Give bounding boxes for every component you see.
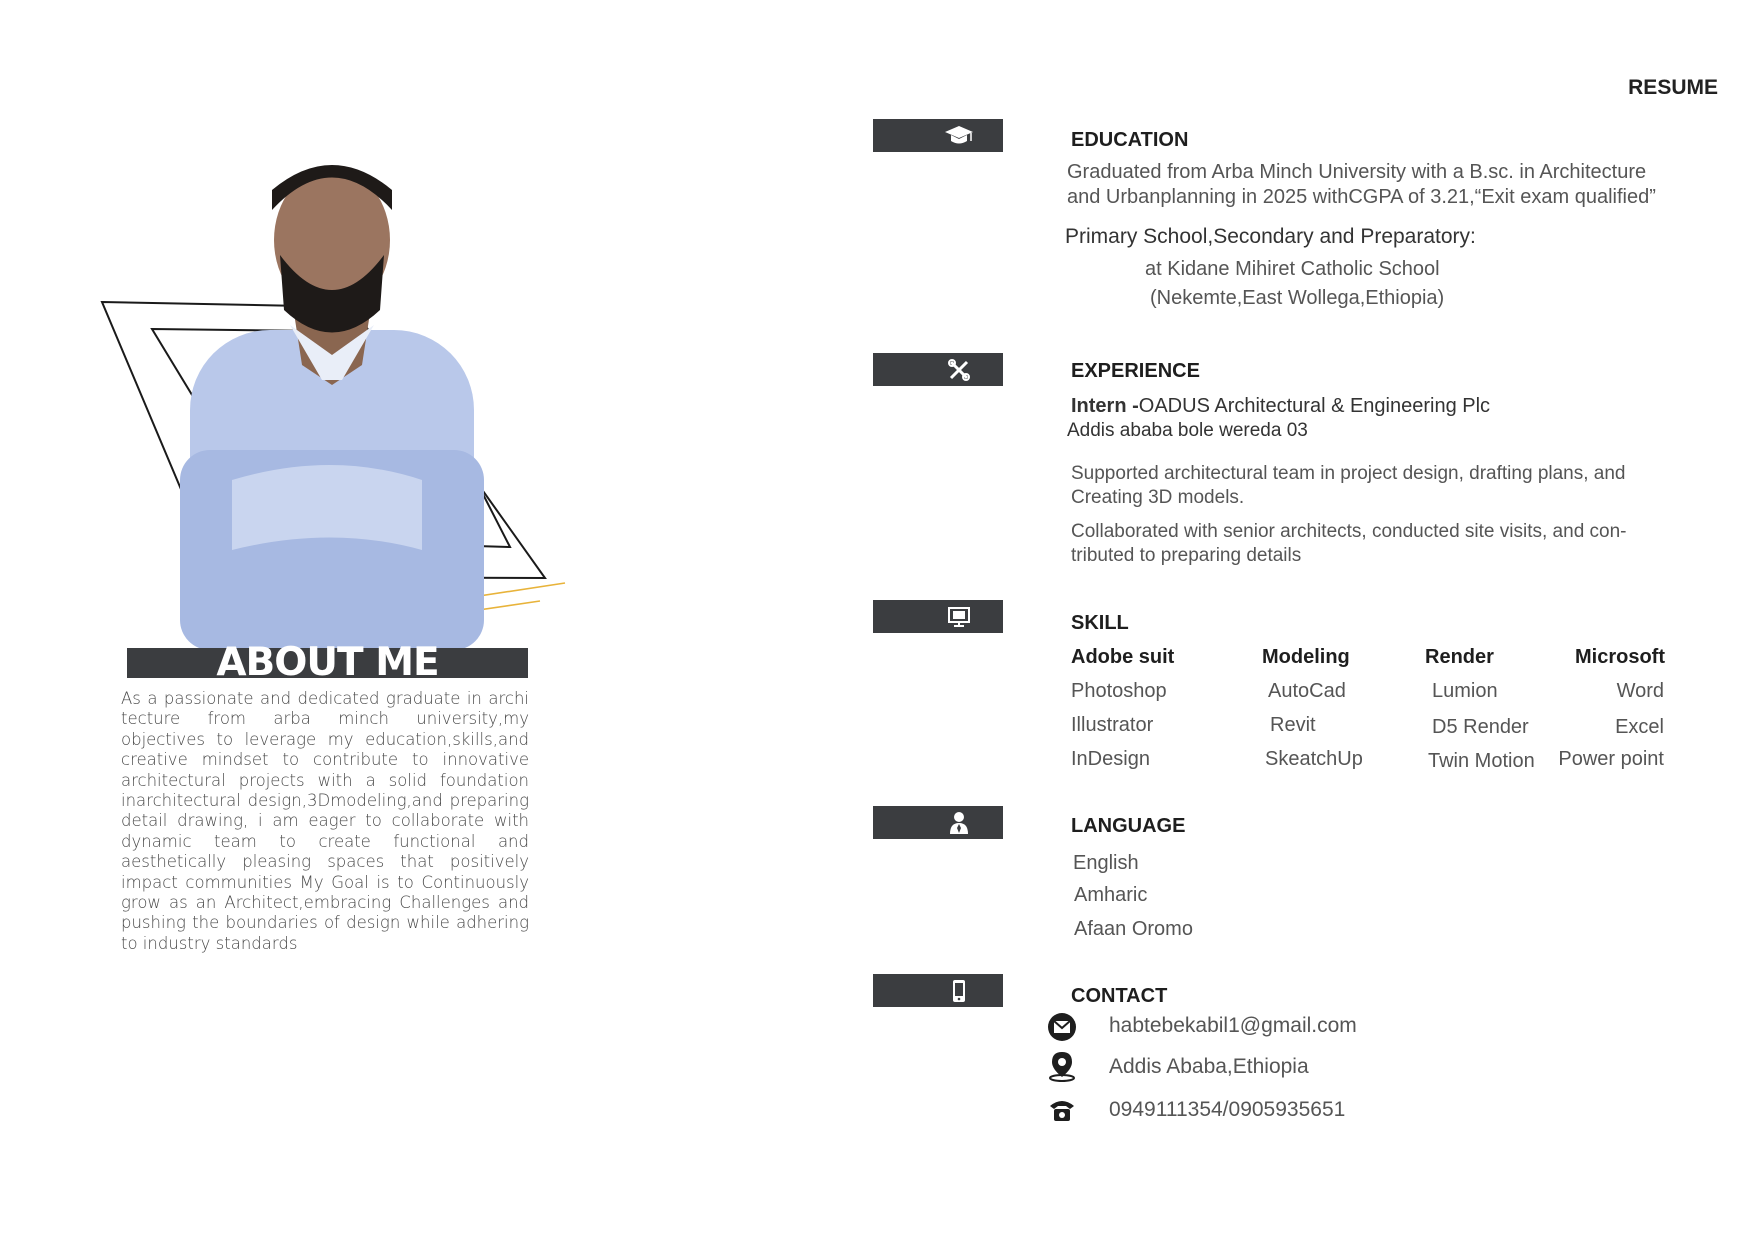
experience-duty-1-line-1: Supported architectural team in project design, drafting plans, and [1071,463,1626,484]
tools-icon [947,358,971,382]
skill-column-heading: Modeling [1262,646,1350,668]
education-line-1: Graduated from Arba Minch University with a B.sc. in Architecture [1067,161,1647,183]
skill-item: Lumion [1432,680,1498,702]
language-item: English [1073,852,1139,874]
location-pin-icon [1046,1050,1078,1082]
language-section-bar [873,806,1003,839]
experience-duty-2-line-1: Collaborated with senior architects, conducted site visits, and con- [1071,521,1627,542]
skill-item: Illustrator [1071,714,1154,736]
mobile-phone-icon [952,979,966,1003]
skill-item: SkeatchUp [1265,748,1363,770]
skill-column-heading: Adobe suit [1071,646,1175,668]
profile-photo [172,150,492,650]
skill-item: Revit [1270,714,1316,736]
skill-section-bar [873,600,1003,633]
telephone-icon [1046,1094,1078,1126]
skill-item: InDesign [1071,748,1150,770]
education-section-bar [873,119,1003,152]
education-title: EDUCATION [1071,129,1189,151]
education-line-2: and Urbanplanning in 2025 withCGPA of 3.21,“Exit exam qualified” [1067,186,1656,208]
skill-item: AutoCad [1268,680,1346,702]
experience-section-bar [873,353,1003,386]
school-location: (Nekemte,East Wollega,Ethiopia) [1150,287,1445,309]
skill-item: Word [1616,680,1664,702]
contact-section-bar [873,974,1003,1007]
contact-title: CONTACT [1071,985,1168,1007]
contact-email[interactable]: habtebekabil1@gmail.com [1109,1014,1357,1037]
experience-location: Addis ababa bole wereda 03 [1067,420,1308,441]
person-icon [949,811,969,835]
language-item: Amharic [1074,884,1148,906]
experience-duty-2-line-2: tributed to preparing details [1071,545,1302,566]
skill-item: Twin Motion [1428,750,1535,772]
school-name: at Kidane Mihiret Catholic School [1145,258,1440,280]
skill-item: Photoshop [1071,680,1167,702]
about-text: As a passionate and dedicated graduate in archi tecture from arba minch university,my objectives to leverage my education,skills,and creative mindset to contribute to innovative architectural projects with a solid foundation inarchitectural design,3Dmodeling,and preparing detail drawing, i am eager to collaborate with dynamic team to create functional and aesthetically pleasing spaces that positively impact communities My Goal is to Continuously grow as an Architect,embracing Challenges and pushing the boundaries of design while adhering to industry standards [121,689,529,953]
about-title: ABOUT ME [216,640,439,685]
skill-item: Power point [1558,748,1664,770]
skill-item: D5 Render [1432,716,1529,738]
monitor-icon [947,606,971,628]
contact-phone[interactable]: 0949111354/0905935651 [1109,1098,1346,1121]
language-item: Afaan Oromo [1074,918,1193,940]
skill-title: SKILL [1071,612,1129,634]
language-title: LANGUAGE [1071,815,1186,837]
contact-address: Addis Ababa,Ethiopia [1109,1055,1309,1078]
skill-column-heading: Render [1425,646,1494,668]
experience-title: EXPERIENCE [1071,360,1200,382]
resume-label: RESUME [1628,76,1718,99]
experience-company: OADUS Architectural & Engineering Plc [1138,395,1491,417]
school-heading: Primary School,Secondary and Preparatory: [1065,225,1476,248]
skill-column-heading: Microsoft [1575,646,1665,668]
graduation-cap-icon [943,125,975,147]
experience-role-line [1071,394,1490,419]
experience-duty-1-line-2: Creating 3D models. [1071,487,1245,508]
email-icon [1046,1011,1078,1043]
experience-role: Intern - [1071,395,1139,417]
skill-item: Excel [1615,716,1664,738]
